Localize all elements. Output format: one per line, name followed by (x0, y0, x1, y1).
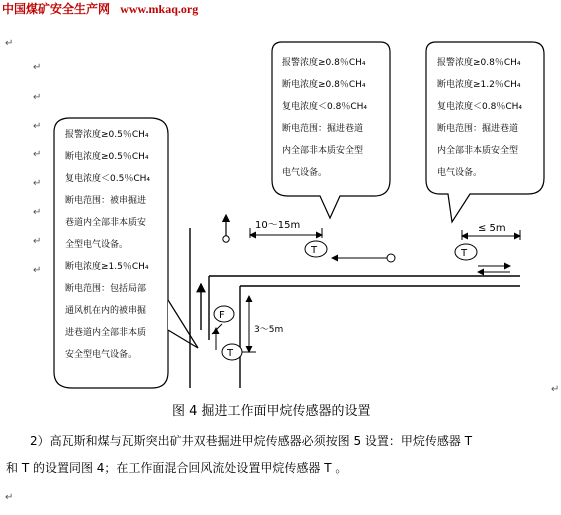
callout-line: 全型电气设备。 (65, 240, 129, 250)
paragraph-mark: ↵ (33, 149, 42, 160)
callout-line: 复电浓度＜0.8％CH₄ (282, 102, 367, 112)
paragraph-mark: ↵ (33, 236, 42, 247)
callout-line: 安全型电气设备。 (65, 350, 138, 360)
svg-text:T: T (227, 348, 234, 359)
callout-line: 内全部非本质安全型 (282, 146, 364, 156)
dimension-label-right: ≤ 5m (478, 223, 506, 234)
callout-right-text (437, 52, 522, 184)
paragraph-line-2: 和 T 的设置同图 4；在工作面混合回风流处设置甲烷传感器 T 。 (6, 461, 348, 475)
callout-line: 断电浓度≥0.5％CH₄ (65, 152, 149, 162)
paragraph-mark: ↵ (5, 492, 14, 503)
callout-line: 通风机在内的被串掘 (65, 306, 147, 316)
paragraph-mark: ↵ (5, 38, 14, 49)
paragraph-mark: ↵ (33, 62, 42, 73)
callout-line: 报警浓度≥0.5％CH₄ (65, 130, 149, 140)
callout-line: 断电浓度≥1.2％CH₄ (437, 80, 521, 90)
site-name: 中国煤矿安全生产网 (2, 2, 111, 16)
callout-line: 巷道内全部非本质安 (65, 218, 147, 228)
paragraph-mark: ↵ (33, 265, 42, 276)
site-url[interactable]: www.mkaq.org (120, 2, 199, 16)
sensor-t1-icon (305, 241, 327, 257)
callout-line: 断电范围：包括局部 (65, 284, 147, 294)
svg-text:F: F (219, 310, 225, 321)
paragraph-mark: ↵ (551, 384, 560, 395)
callout-line: 电气设备。 (282, 168, 328, 178)
figure-caption: 图 4 掘进工作面甲烷传感器的设置 (172, 404, 371, 419)
callout-left-text (65, 124, 150, 366)
paragraph-mark: ↵ (33, 121, 42, 132)
callout-line: 断电范围：掘进巷道 (437, 124, 519, 134)
callout-line: 电气设备。 (437, 168, 483, 178)
callout-middle-text (282, 52, 367, 184)
paragraph-mark: ↵ (33, 207, 42, 218)
callout-line: 报警浓度≥0.8％CH₄ (282, 58, 366, 68)
paragraph-mark: ↵ (33, 178, 42, 189)
callout-line: 断电浓度≥1.5％CH₄ (65, 262, 149, 272)
callout-line: 断电浓度≥0.8％CH₄ (282, 80, 366, 90)
callout-pointer-left (168, 300, 198, 348)
paragraph-line-1: 2）高瓦斯和煤与瓦斯突出矿井双巷掘进甲烷传感器必须按图 5 设置：甲烷传感器 T (30, 434, 473, 448)
callout-line: 复电浓度＜0.8％CH₄ (437, 102, 522, 112)
callout-line: 内全部非本质安全型 (437, 146, 519, 156)
svg-text:T: T (311, 245, 318, 256)
fan-icon (214, 306, 234, 322)
dimension-label-left: 10～15m (255, 220, 301, 231)
paragraph-mark: ↵ (33, 92, 42, 103)
callout-line: 复电浓度＜0.5％CH₄ (65, 174, 150, 184)
dimension-label-vertical: 3～5m (254, 325, 284, 335)
sensor-t2-icon (455, 244, 477, 260)
callout-line: 进巷道内全部非本质 (65, 328, 147, 338)
sensor-t3-icon (222, 344, 242, 360)
callout-line: 报警浓度≥0.8％CH₄ (437, 58, 521, 68)
svg-text:T: T (461, 248, 468, 259)
callout-line: 断电范围：被串掘进 (65, 196, 147, 206)
callout-line: 断电范围：掘进巷道 (282, 124, 364, 134)
